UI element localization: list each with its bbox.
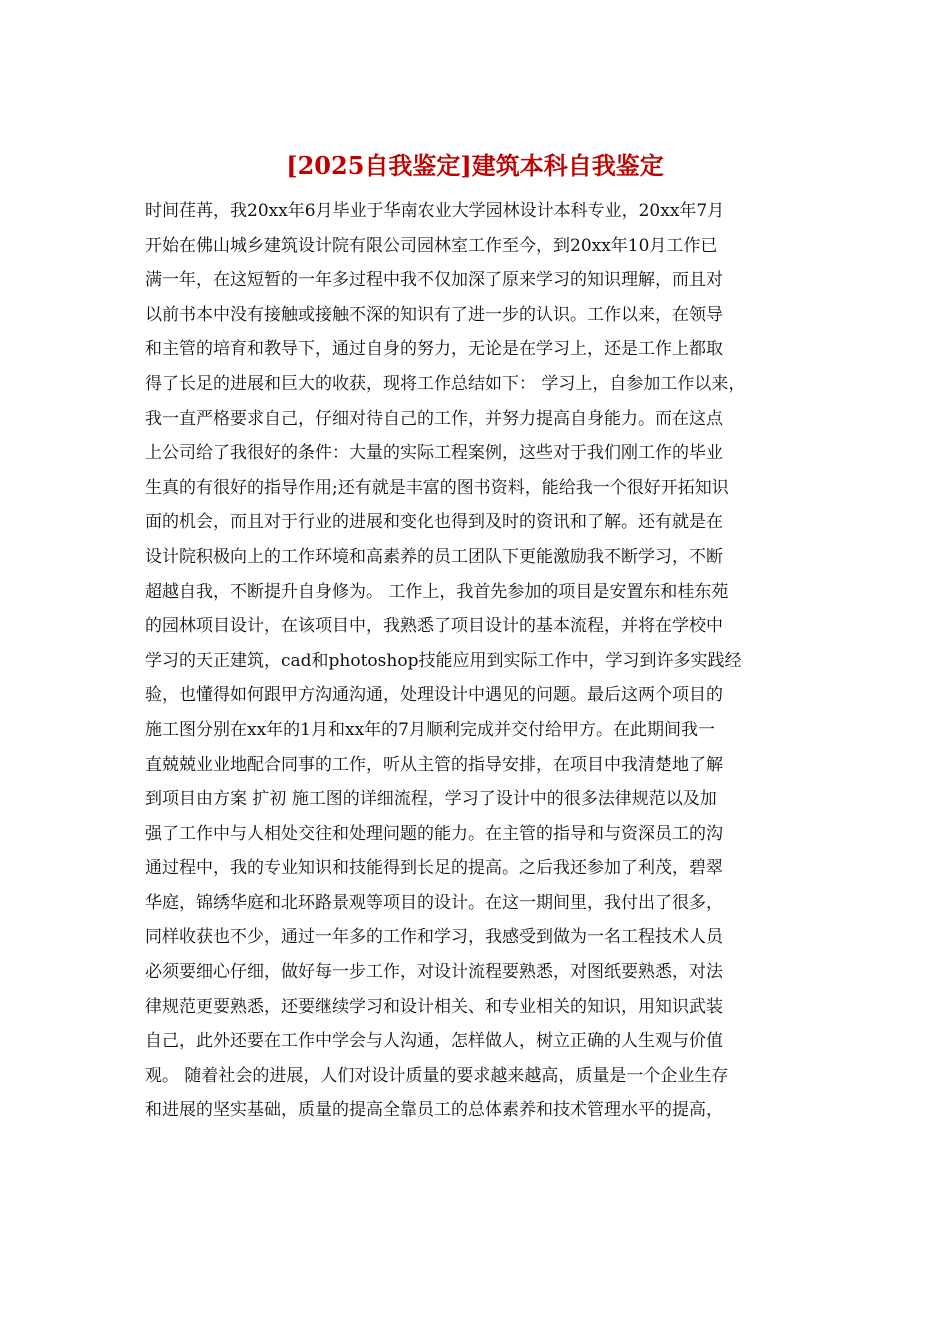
body-line: 强了工作中与人相处交往和处理问题的能力。在主管的指导和与资深员工的沟 (145, 823, 723, 844)
body-line: 的园林项目设计，在该项目中，我熟悉了项目设计的基本流程，并将在学校中 (145, 616, 723, 637)
body-line: 同样收获也不少，通过一年多的工作和学习，我感受到做为一名工程技术人员 (145, 927, 723, 948)
body-line: 自己，此外还要在工作中学会与人沟通，怎样做人，树立正确的人生观与价值 (145, 1031, 723, 1052)
body-line: 满一年，在这短暂的一年多过程中我不仅加深了原来学习的知识理解，而且对 (145, 270, 723, 291)
body-line: 我一直严格要求自己，仔细对待自己的工作，并努力提高自身能力。而在这点 (145, 408, 723, 429)
body-line: 必须要细心仔细，做好每一步工作，对设计流程要熟悉，对图纸要熟悉，对法 (145, 962, 723, 983)
body-line: 观。 随着社会的进展，人们对设计质量的要求越来越高，质量是一个企业生存 (145, 1065, 729, 1086)
body-line: 时间荏苒，我20xx年6月毕业于华南农业大学园林设计本科专业，20xx年7月 (145, 201, 725, 221)
body-line: 生真的有很好的指导作用;还有就是丰富的图书资料，能给我一个很好开拓知识 (145, 477, 729, 498)
body-line: 得了长足的进展和巨大的收获，现将工作总结如下： 学习上，自参加工作以来， (145, 373, 746, 394)
body-line: 和主管的培育和教导下，通过自身的努力，无论是在学习上，还是工作上都取 (145, 339, 723, 360)
body-line: 面的机会，而且对于行业的进展和变化也得到及时的资讯和了解。还有就是在 (145, 512, 723, 533)
body-line: 通过程中，我的专业知识和技能得到长足的提高。之后我还参加了利茂，碧翠 (145, 858, 723, 879)
body-line: 华庭，锦绣华庭和北环路景观等项目的设计。在这一期间里，我付出了很多， (145, 892, 723, 913)
body-line: 律规范更要熟悉，还要继续学习和设计相关、和专业相关的知识，用知识武装 (145, 996, 723, 1017)
body-line: 验，也懂得如何跟甲方沟通沟通，处理设计中遇见的问题。最后这两个项目的 (145, 685, 723, 706)
body-line: 超越自我，不断提升自身修为。 工作上，我首先参加的项目是安置东和桂东苑 (145, 581, 729, 602)
document-body (145, 194, 825, 1128)
body-line: 学习的天正建筑，cad和photoshop技能应用到实际工作中，学习到许多实践经 (145, 650, 742, 671)
body-line: 设计院积极向上的工作环境和高素养的员工团队下更能激励我不断学习，不断 (145, 546, 723, 567)
body-line: 以前书本中没有接触或接触不深的知识有了进一步的认识。工作以来，在领导 (145, 304, 723, 325)
body-line: 施工图分别在xx年的1月和xx年的7月顺利完成并交付给甲方。在此期间我一 (145, 719, 715, 740)
body-line: 直兢兢业业地配合同事的工作，听从主管的指导安排，在项目中我清楚地了解 (145, 754, 723, 775)
body-line: 开始在佛山城乡建筑设计院有限公司园林室工作至今，到20xx年10月工作已 (145, 235, 718, 256)
body-line: 和进展的坚实基础，质量的提高全靠员工的总体素养和技术管理水平的提高， (145, 1100, 723, 1121)
body-line: 上公司给了我很好的条件：大量的实际工程案例，这些对于我们刚工作的毕业 (145, 443, 723, 464)
body-line: 到项目由方案 扩初 施工图的详细流程，学习了设计中的很多法律规范以及加 (145, 789, 717, 810)
document-title: [2025自我鉴定]建筑本科自我鉴定 (286, 151, 664, 180)
